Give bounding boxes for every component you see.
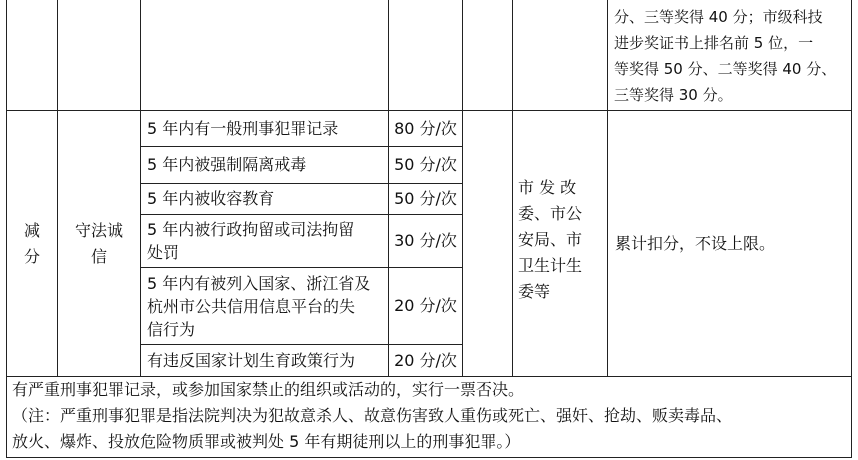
points-row-4 [388, 214, 463, 268]
top-cell-category [6, 0, 58, 111]
top-cell-blank [462, 0, 513, 111]
top-standard-text: 分、三等奖得 40 分；市级科技 进步奖证书上排名前 5 位，一 等奖得 50 分、二等奖得 40 分、 三等奖得 30 分。 [614, 8, 837, 104]
points-text: 50 分/次 [394, 189, 457, 208]
points-text: 80 分/次 [394, 118, 457, 138]
condition-row-3 [140, 183, 389, 215]
points-text: 20 分/次 [394, 350, 457, 370]
footer-line-1: 有严重刑事犯罪记录，或参加国家禁止的组织或活动的，实行一票否决。 [12, 380, 525, 399]
deduction-category: 减 分 [6, 110, 58, 377]
condition-row-1 [140, 110, 389, 147]
condition-text: 5 年内被收容教育 [147, 189, 275, 208]
condition-text: 有违反国家计划生育政策行为 [147, 350, 356, 370]
deduction-item: 守法诚 信 [57, 110, 141, 377]
condition-text: 5 年内有一般刑事犯罪记录 [147, 118, 339, 138]
footer-line-3: 放火、爆炸、投放危险物质罪或被判处 5 年有期徒刑以上的刑事犯罪。） [12, 432, 521, 451]
condition-row-6 [140, 344, 389, 377]
condition-text: 5 年内有被列入国家、浙江省及 杭州市公共信用信息平台的失 信行为 [147, 273, 371, 339]
condition-row-5 [140, 267, 389, 345]
condition-row-2 [140, 146, 389, 184]
points-row-2 [388, 146, 463, 184]
deduction-standard [607, 110, 852, 377]
points-row-1 [388, 110, 463, 147]
points-text: 20 分/次 [394, 296, 457, 315]
blank-column [462, 110, 513, 377]
footer-note [6, 376, 852, 458]
condition-row-4 [140, 214, 389, 268]
top-cell-condition [140, 0, 389, 111]
points-row-6 [388, 344, 463, 377]
condition-text: 5 年内被强制隔离戒毒 [147, 155, 307, 174]
condition-text: 5 年内被行政拘留或司法拘留 处罚 [147, 220, 355, 262]
top-cell-item [57, 0, 141, 111]
top-cell-department [512, 0, 608, 111]
footer-line-2: （注：严重刑事犯罪是指法院判决为犯故意杀人、故意伤害致人重伤或死亡、强奸、抢劫、贩卖毒品、 [12, 406, 733, 425]
standard-text: 累计扣分，不设上限。 [615, 233, 776, 253]
points-row-5 [388, 267, 463, 345]
deduction-department: 市 发 改 委、市公 安局、市 卫生计生 委等 [518, 178, 583, 301]
points-row-3 [388, 183, 463, 215]
points-text: 30 分/次 [394, 231, 457, 250]
top-cell-points [388, 0, 463, 111]
points-text: 50 分/次 [394, 155, 457, 174]
